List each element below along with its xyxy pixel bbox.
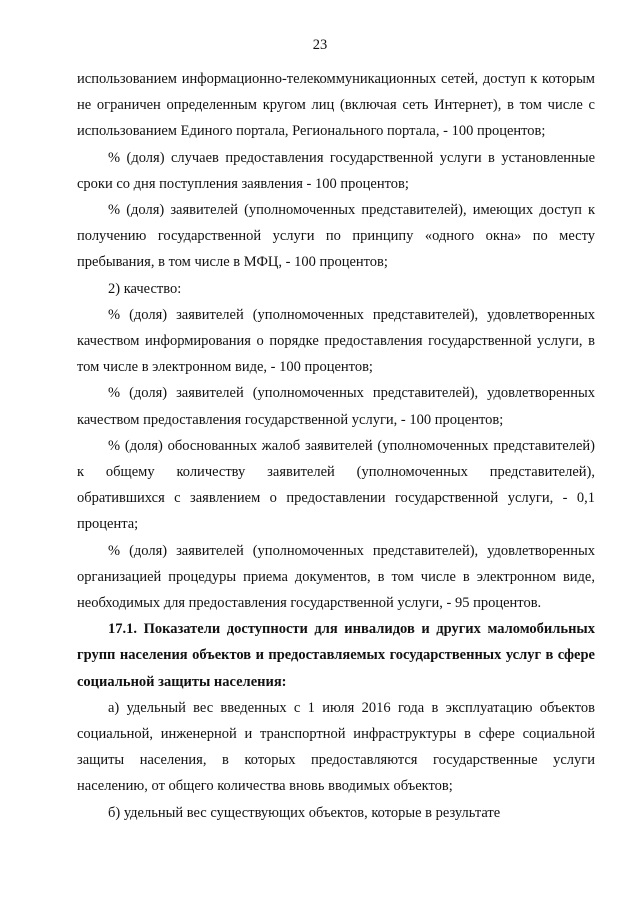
paragraph-document-reception: % (доля) заявителей (уполномоченных представителей), удовлетворенных организацией процедуры приема документов, в том числе в электронном виде, необходимых для предоставления государственной услуги, - 95 процентов. bbox=[77, 542, 595, 612]
paragraph-timeliness: % (доля) случаев предоставления государственной услуги в установленные сроки со дня поступления заявления - 100 процентов; bbox=[77, 149, 595, 192]
page-number: 23 bbox=[312, 37, 328, 53]
paragraph-complaints: % (доля) обоснованных жалоб заявителей (уполномоченных представителей) к общему количеству заявителей (уполномоченных представителей), обратившихся с заявлением о предоставлении государственной услуги, - 0,1 процента; bbox=[77, 437, 595, 533]
paragraph-quality-heading: 2) качество: bbox=[108, 280, 182, 297]
paragraph-item-a: а) удельный вес введенных с 1 июля 2016 года в эксплуатацию объектов социальной, инженерной и транспортной инфраструктуры в сфере социальной защиты населения, в которых предоставляются государственные услуги населению, от общего количества вновь вводимых объектов; bbox=[77, 699, 595, 795]
paragraph-service-satisfaction: % (доля) заявителей (уполномоченных представителей), удовлетворенных качеством предоставления государственной услуги, - 100 процентов; bbox=[77, 385, 595, 428]
paragraph-continuation: использованием информационно-телекоммуникационных сетей, доступ к которым не ограничен определенным кругом лиц (включая сеть Интернет), в том числе с использованием Единого портала, Регионального портала, - 100 процентов; bbox=[77, 71, 595, 140]
paragraph-one-window-access: % (доля) заявителей (уполномоченных представителей), имеющих доступ к получению государственной услуги по принципу «одного окна» по месту пребывания, в том числе в МФЦ, - 100 процентов; bbox=[77, 202, 595, 271]
section-heading-17-1: 17.1. Показатели доступности для инвалидов и других маломобильных групп населения объектов и предоставляемых государственных услуг в сфере социальной защиты населения: bbox=[77, 621, 595, 690]
paragraph-informing-satisfaction: % (доля) заявителей (уполномоченных представителей), удовлетворенных качеством информирования о порядке предоставления государственной услуги, в том числе в электронном виде, - 100 процентов; bbox=[77, 306, 595, 376]
paragraph-item-b: б) удельный вес существующих объектов, которые в результате bbox=[108, 804, 501, 821]
document-body bbox=[77, 66, 595, 826]
